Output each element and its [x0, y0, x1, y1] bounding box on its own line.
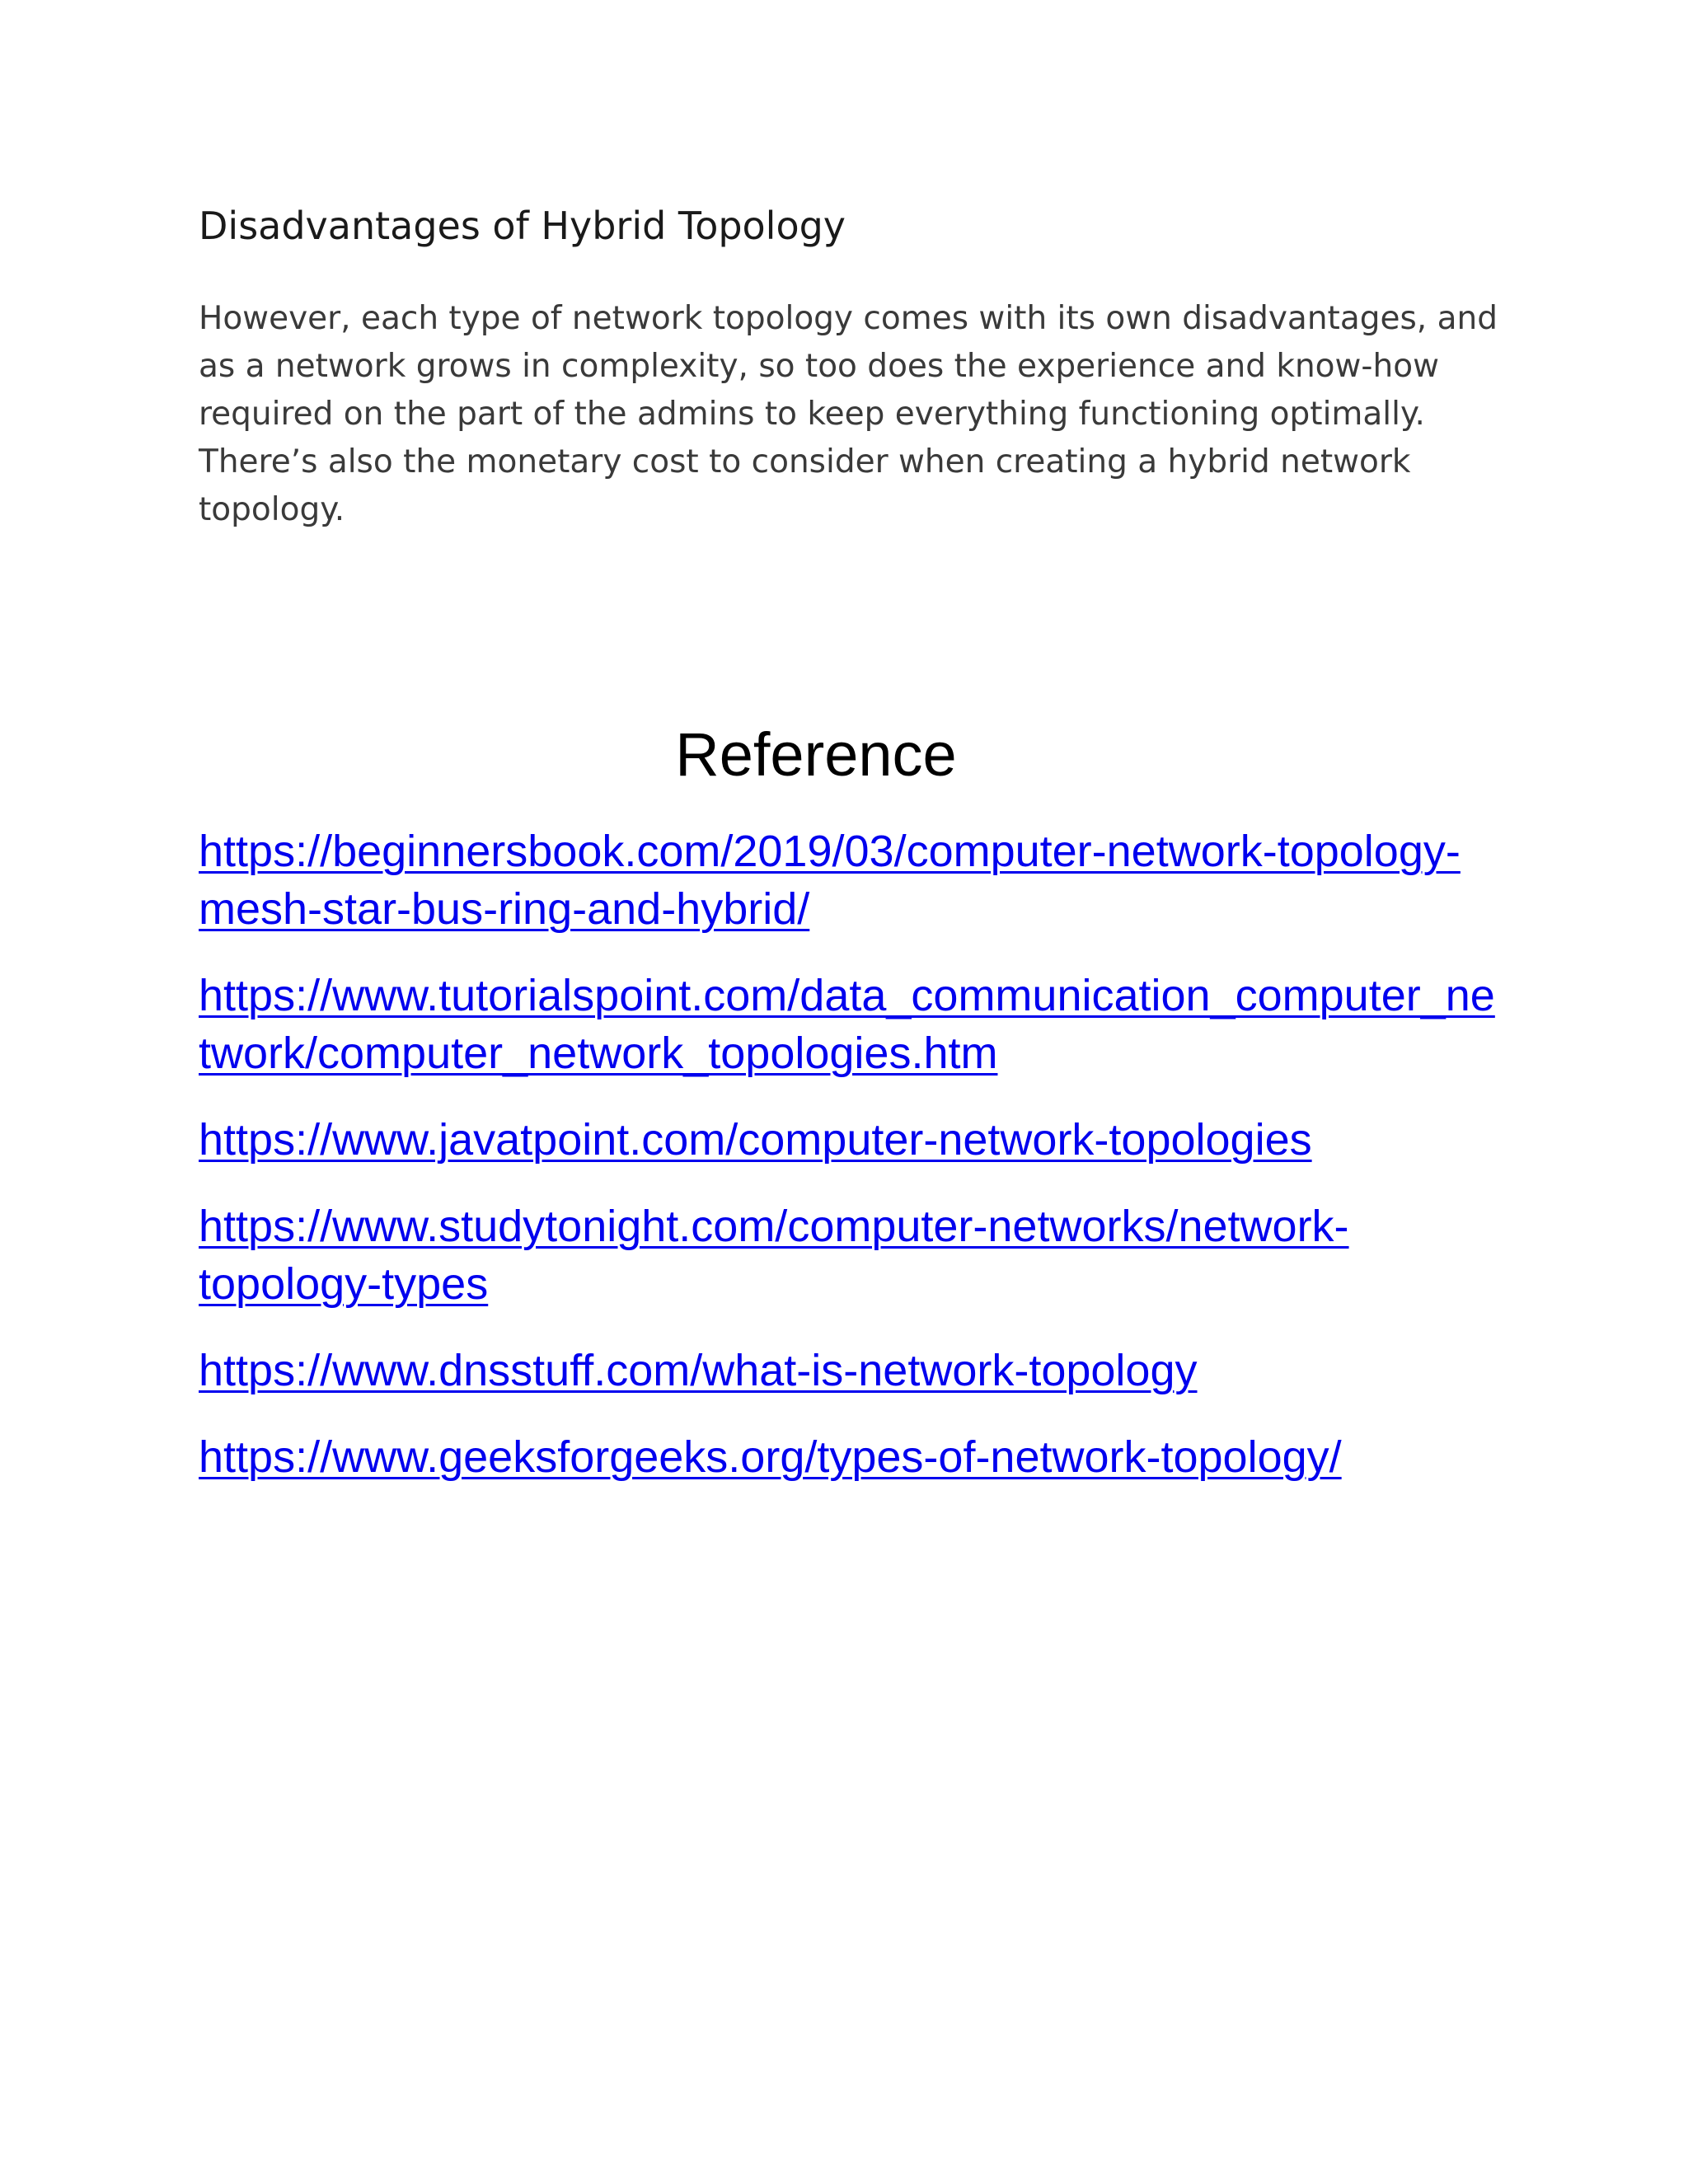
reference-item [199, 823, 1495, 938]
paragraph-line: as a network grows in complexity, so too does the experience and know-how [199, 348, 1439, 385]
reference-item [199, 1342, 1495, 1399]
paragraph-line: There’s also the monetary cost to consider when creating a hybrid network [199, 443, 1411, 480]
link-text: twork/computer_network_topologies.htm [199, 1029, 998, 1078]
reference-link-dnsstuff[interactable] [199, 1342, 1495, 1399]
link-text: https://www.dnsstuff.com/what-is-network-topology [199, 1346, 1198, 1395]
reference-item [199, 1111, 1495, 1169]
link-text: https://www.geeksforgeeks.org/types-of-network-topology/ [199, 1432, 1342, 1482]
paragraph-line: required on the part of the admins to keep everything functioning optimally. [199, 396, 1425, 433]
link-text: https://www.tutorialspoint.com/data_communication_computer_ne [199, 971, 1495, 1020]
paragraph-line: topology. [199, 491, 345, 528]
reference-item [199, 967, 1495, 1082]
reference-list [199, 823, 1495, 1515]
reference-link-javatpoint[interactable] [199, 1111, 1495, 1169]
link-text: https://www.studytonight.com/computer-networks/network- [199, 1202, 1349, 1251]
reference-link-beginnersbook[interactable] [199, 823, 1495, 938]
reference-item [199, 1428, 1495, 1486]
reference-link-studytonight[interactable] [199, 1197, 1495, 1313]
section-heading: Disadvantages of Hybrid Topology [199, 204, 846, 248]
link-text: https://beginnersbook.com/2019/03/computer-network-topology- [199, 827, 1461, 876]
reference-link-geeksforgeeks[interactable] [199, 1428, 1495, 1486]
section-paragraph [199, 295, 1517, 534]
reference-link-tutorialspoint[interactable] [199, 967, 1495, 1082]
link-text: topology-types [199, 1259, 489, 1309]
reference-title: Reference [675, 720, 957, 789]
link-text: https://www.javatpoint.com/computer-network-topologies [199, 1115, 1312, 1165]
reference-item [199, 1197, 1495, 1313]
paragraph-line: However, each type of network topology comes with its own disadvantages, and [199, 300, 1498, 337]
link-text: mesh-star-bus-ring-and-hybrid/ [199, 884, 810, 934]
